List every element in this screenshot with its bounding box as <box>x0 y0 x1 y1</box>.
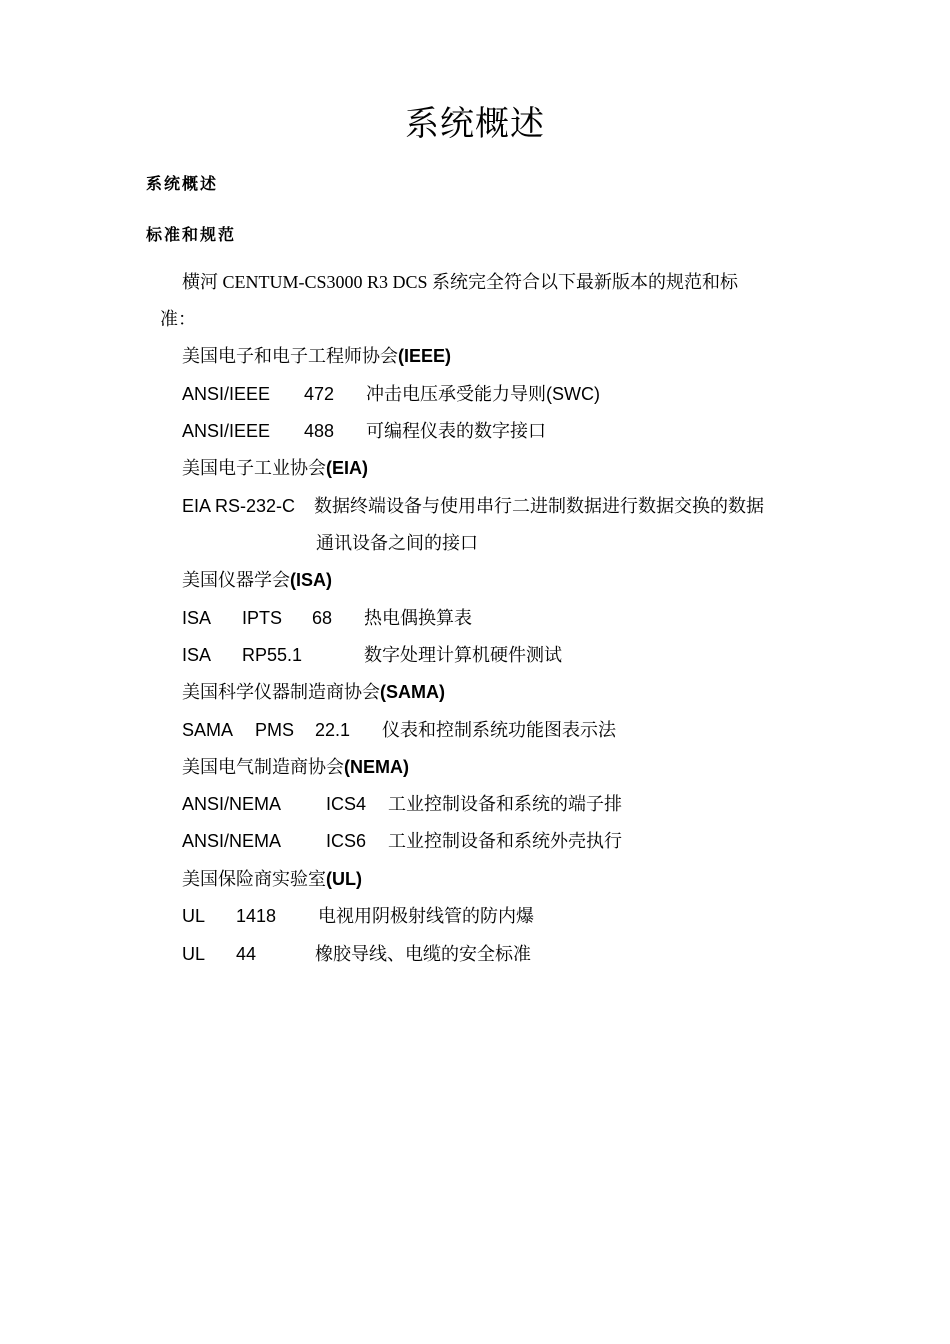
standard-number: ICS4 <box>326 794 367 814</box>
org-abbr: (IEEE) <box>398 346 452 366</box>
standard-number: 1418 <box>236 906 277 926</box>
subsection-heading: 标准和规范 <box>146 225 237 244</box>
org-heading-ul <box>182 867 362 891</box>
standard-series: IPTS <box>242 608 283 628</box>
org-name: 美国仪器学会 <box>182 570 290 590</box>
standard-series: PMS <box>255 720 295 740</box>
standard-description-continued: 通讯设备之间的接口 <box>316 533 478 553</box>
standard-description: 电视用阴极射线管的防内爆 <box>318 906 534 926</box>
standard-org: ANSI/NEMA <box>182 831 282 851</box>
org-name: 美国电气制造商协会 <box>182 757 344 777</box>
standard-row-isa-ipts68 <box>182 606 782 630</box>
org-abbr: (NEMA) <box>344 757 409 777</box>
standard-number: 472 <box>304 384 335 404</box>
standard-number: 22.1 <box>315 720 351 740</box>
intro-paragraph-line-2: 准： <box>160 309 196 329</box>
standard-description: 工业控制设备和系统的端子排 <box>388 794 622 814</box>
standard-row-isa-rp551 <box>182 643 782 667</box>
standard-number: 68 <box>312 608 333 628</box>
standard-org: ANSI/NEMA <box>182 794 282 814</box>
org-abbr: (UL) <box>326 869 362 889</box>
standard-description: 数据终端设备与使用串行二进制数据进行数据交换的数据 <box>314 496 764 516</box>
org-abbr: (EIA) <box>326 458 368 478</box>
standard-description: 可编程仪表的数字接口 <box>366 421 546 441</box>
standard-row-ul-44 <box>182 942 782 966</box>
standard-row-sama-pms221 <box>182 718 782 742</box>
standard-number: 488 <box>304 421 335 441</box>
org-abbr: (ISA) <box>290 570 332 590</box>
section-heading: 系统概述 <box>146 174 219 193</box>
standard-description: 数字处理计算机硬件测试 <box>364 645 562 665</box>
standard-row-ieee-472 <box>182 382 782 406</box>
standard-description: 冲击电压承受能力导则(SWC) <box>366 384 600 404</box>
standard-row-nema-ics6 <box>182 829 782 853</box>
intro-paragraph-line-1: 横河 CENTUM-CS3000 R3 DCS 系统完全符合以下最新版本的规范和标 <box>182 272 739 292</box>
standard-row-ieee-488 <box>182 419 782 443</box>
standard-description: 橡胶导线、电缆的安全标准 <box>315 944 531 964</box>
org-name: 美国科学仪器制造商协会 <box>182 682 380 702</box>
standard-description: 工业控制设备和系统外壳执行 <box>388 831 622 851</box>
org-name: 美国保险商实验室 <box>182 869 326 889</box>
document-title: 系统概述 <box>405 104 545 144</box>
org-abbr: (SAMA) <box>380 682 445 702</box>
org-name: 美国电子和电子工程师协会 <box>182 346 398 366</box>
standard-row-nema-ics4 <box>182 792 782 816</box>
org-heading-ieee <box>182 344 451 368</box>
org-heading-nema <box>182 755 409 779</box>
standard-description: 仪表和控制系统功能图表示法 <box>382 720 616 740</box>
standard-org: ANSI/IEEE <box>182 384 271 404</box>
org-heading-isa <box>182 568 332 592</box>
standard-org: SAMA <box>182 720 234 740</box>
standard-row-eia-rs232c <box>182 494 802 518</box>
standard-org: UL <box>182 944 206 964</box>
standard-org: ANSI/IEEE <box>182 421 271 441</box>
standard-code: EIA RS-232-C <box>182 496 296 516</box>
standard-number: ICS6 <box>326 831 367 851</box>
standard-org: ISA <box>182 645 212 665</box>
standard-row-ul-1418 <box>182 904 782 928</box>
standard-description: 热电偶换算表 <box>364 608 472 628</box>
org-heading-sama <box>182 680 445 704</box>
standard-series: RP55.1 <box>242 645 303 665</box>
standard-org: UL <box>182 906 206 926</box>
standard-org: ISA <box>182 608 212 628</box>
org-heading-eia <box>182 456 368 480</box>
org-name: 美国电子工业协会 <box>182 458 326 478</box>
standard-number: 44 <box>236 944 257 964</box>
